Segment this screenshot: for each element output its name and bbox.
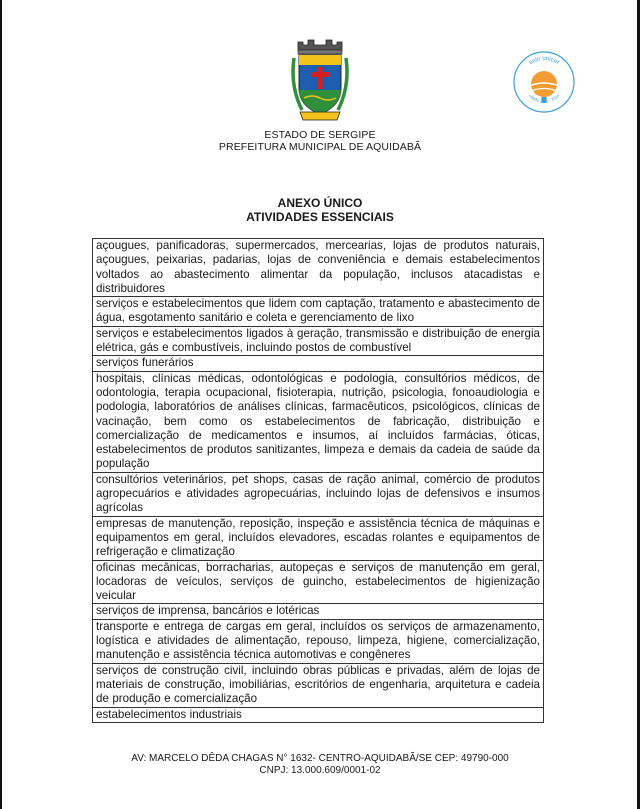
footer-cnpj: CNPJ: 13.000.609/0001-02: [259, 765, 381, 776]
table-row: [93, 619, 544, 663]
table-row: [93, 472, 544, 516]
unicef-seal-icon: [512, 50, 576, 114]
table-row: [93, 560, 544, 604]
table-row: [93, 707, 544, 722]
activity-cell: estabelecimentos industriais: [93, 707, 544, 722]
municipality-name: PREFEITURA MUNICIPAL DE AQUIDABÃ: [218, 141, 422, 153]
seal-bottom-text: edição 2021 - 2024: [527, 93, 561, 104]
table-row: [93, 371, 544, 472]
table-row: [93, 604, 544, 619]
table-row: [93, 297, 544, 327]
activity-cell: serviços e estabelecimentos que lidem com captação, tratamento e abastecimento de água, esgotamento sanitário e coleta e gerenciamento de lixo: [93, 297, 544, 327]
document-header: [0, 129, 640, 153]
document-footer: [0, 753, 640, 777]
table-row: [93, 663, 544, 707]
activity-cell: consultórios veterinários, pet shops, casas de ração animal, comércio de produtos agropecuários e atividades agropecuárias, incluindo lojas de defensivos e insumos agrícolas: [93, 472, 544, 516]
annex-subtitle: ATIVIDADES ESSENCIAIS: [246, 210, 394, 224]
activity-cell: serviços funerários: [93, 356, 544, 371]
activity-cell: serviços e estabelecimentos ligados à geração, transmissão e distribuição de energia elétrica, gás e combustíveis, incluindo postos de combustível: [93, 326, 544, 356]
state-name: ESTADO DE SERGIPE: [264, 129, 376, 141]
municipal-coat-of-arms-icon: [290, 36, 350, 126]
activity-cell: serviços de construção civil, incluindo obras públicas e privadas, além de lojas de materiais de construção, imobiliárias, escritórios de engenharia, arquitetura e cadeia de produção e comercialização: [93, 663, 544, 707]
activity-cell: açougues, panificadoras, supermercados, mercearias, lojas de produtos naturais, açougues, peixarias, padarias, lojas de conveniência e demais estabelecimentos voltados ao abastecimento alimentar da população, inclusos atacadistas e distribuidores: [93, 239, 544, 297]
activity-cell: hospitais, clínicas médicas, odontológicas e podologia, consultórios médicos, de odontologia, terapia ocupacional, fisioterapia, nutrição, psicologia, fonoaudiologia e podologia, laboratórios de análises clínicas, farmacêuticos, psicológicos, clínicas de vacinação, bem como os estabelecimentos de fabricação, distribuição e comercialização de medicamentos e insumos, aí incluídos farmácias, óticas, estabelecimentos de produtos sanitizantes, limpeza e demais da cadeia de saúde da população: [93, 371, 544, 472]
activity-cell: oficinas mecânicas, borracharias, autopeças e serviços de manutenção em geral, locadoras de veículos, serviços de guincho, estabelecimentos de higienização veicular: [93, 560, 544, 604]
annex-title: ANEXO ÚNICO: [277, 196, 363, 210]
activity-cell: empresas de manutenção, reposição, inspeção e assistência técnica de máquinas e equipamentos em geral, incluídos elevadores, escadas rolantes e equipamentos de refrigeração e climatização: [93, 516, 544, 560]
annex-title-block: [0, 196, 640, 224]
table-row: [93, 356, 544, 371]
footer-address: AV: MARCELO DÊDA CHAGAS N° 1632- CENTRO-AQUIDABÃ/SE CEP: 49790-000: [131, 753, 509, 764]
table-row: [93, 326, 544, 356]
table-row: [93, 239, 544, 297]
activity-cell: serviços de imprensa, bancários e lotéricas: [93, 604, 544, 619]
activity-cell: transporte e entrega de cargas em geral, incluídos os serviços de armazenamento, logística e atividades de alimentação, repouso, limpeza, higiene, comercialização, manutenção e assistência técnica automotivas e congêneres: [93, 619, 544, 663]
scan-border-left: [0, 0, 2, 809]
essential-activities-table: [92, 238, 544, 723]
table-row: [93, 516, 544, 560]
seal-top-text: selo unicef: [528, 56, 560, 67]
